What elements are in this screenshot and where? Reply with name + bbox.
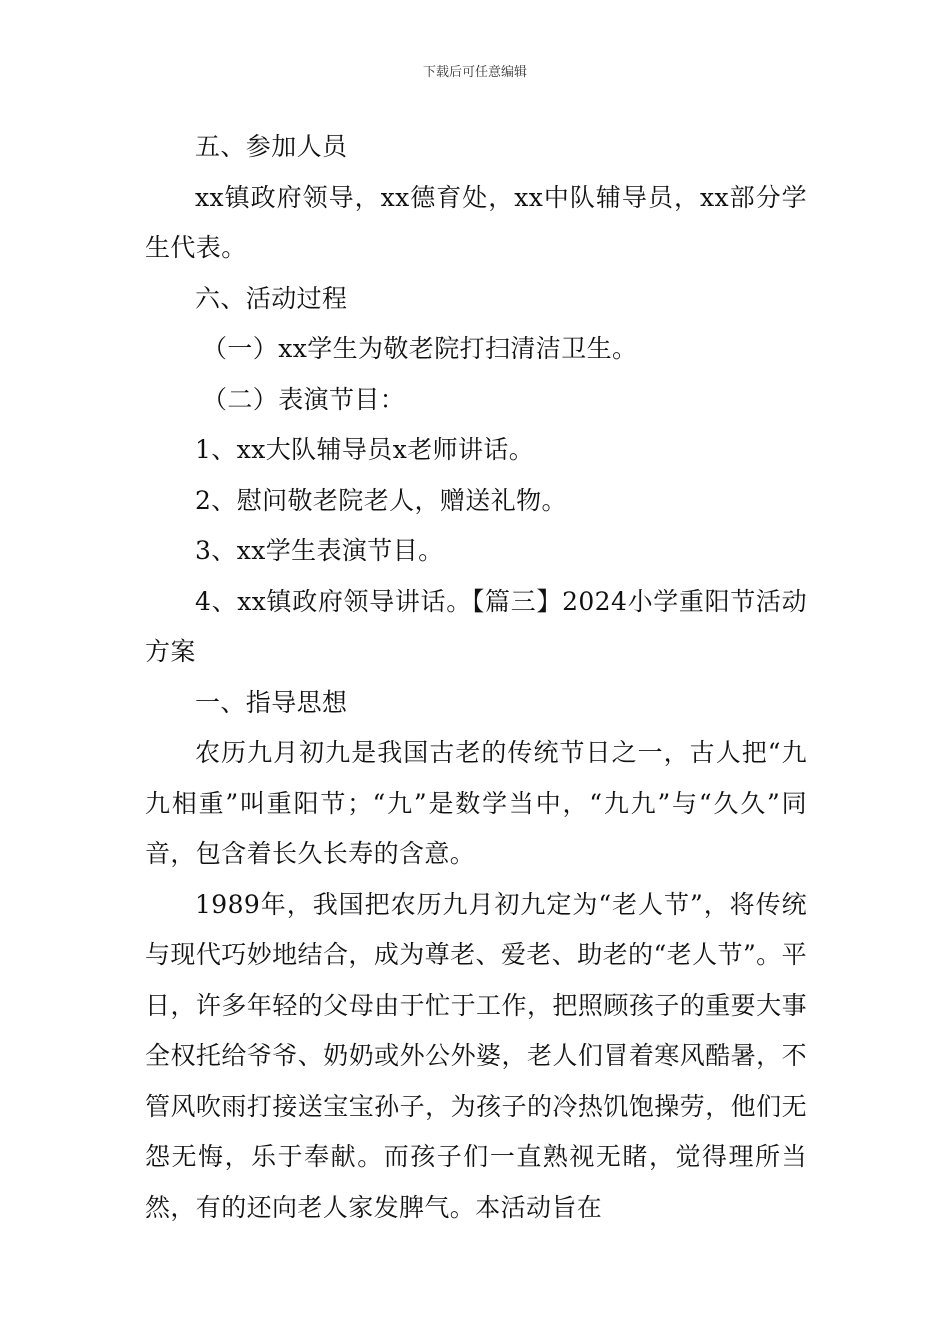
process-item-cleaning: （一）xx学生为敬老院打扫清洁卫生。: [202, 334, 638, 363]
page-header-note: 下载后可任意编辑: [422, 65, 527, 80]
list-item-1: 1、xx大队辅导员x老师讲话。: [195, 435, 535, 464]
participants-list: xx镇政府领导，xx德育处，xx中队辅导员，xx部分学生代表。: [145, 182, 807, 262]
document-body: [145, 122, 807, 1233]
section-heading-guiding-ideology: 一、指导思想: [195, 687, 348, 717]
paragraph-festival-origin: 农历九月初九是我国古老的传统节日之一，古人把“九九相重”叫重阳节；“九”是数学当中，“九九”与“久久”同音，包含着长久长寿的含意。: [145, 738, 807, 868]
section-heading-participants: 五、参加人员: [195, 132, 348, 161]
list-item-4: 4、xx镇政府领导讲话。【篇三】2024小学重阳节活动方案: [145, 586, 807, 666]
process-item-performance: （二）表演节目：: [202, 384, 406, 414]
section-heading-activity-process: 六、活动过程: [195, 283, 348, 313]
paragraph-elderly-day: 1989年，我国把农历九月初九定为“老人节”，将传统与现代巧妙地结合，成为尊老、爱老、助老的“老人节”。平日，许多年轻的父母由于忙于工作，把照顾孩子的重要大事全权托给爷爷、奶奶或外公外婆，老人们冒着寒风酷暑，不管风吹雨打接送宝宝孙子，为孩子的冷热饥饱操劳，他们无怨无悔，乐于奉献。而孩子们一直熟视无睹，觉得理所当然，有的还向老人家发脾气。本活动旨在: [145, 889, 807, 1222]
list-item-3: 3、xx学生表演节目。: [195, 536, 444, 565]
list-item-2: 2、慰问敬老院老人，赠送礼物。: [195, 485, 567, 515]
